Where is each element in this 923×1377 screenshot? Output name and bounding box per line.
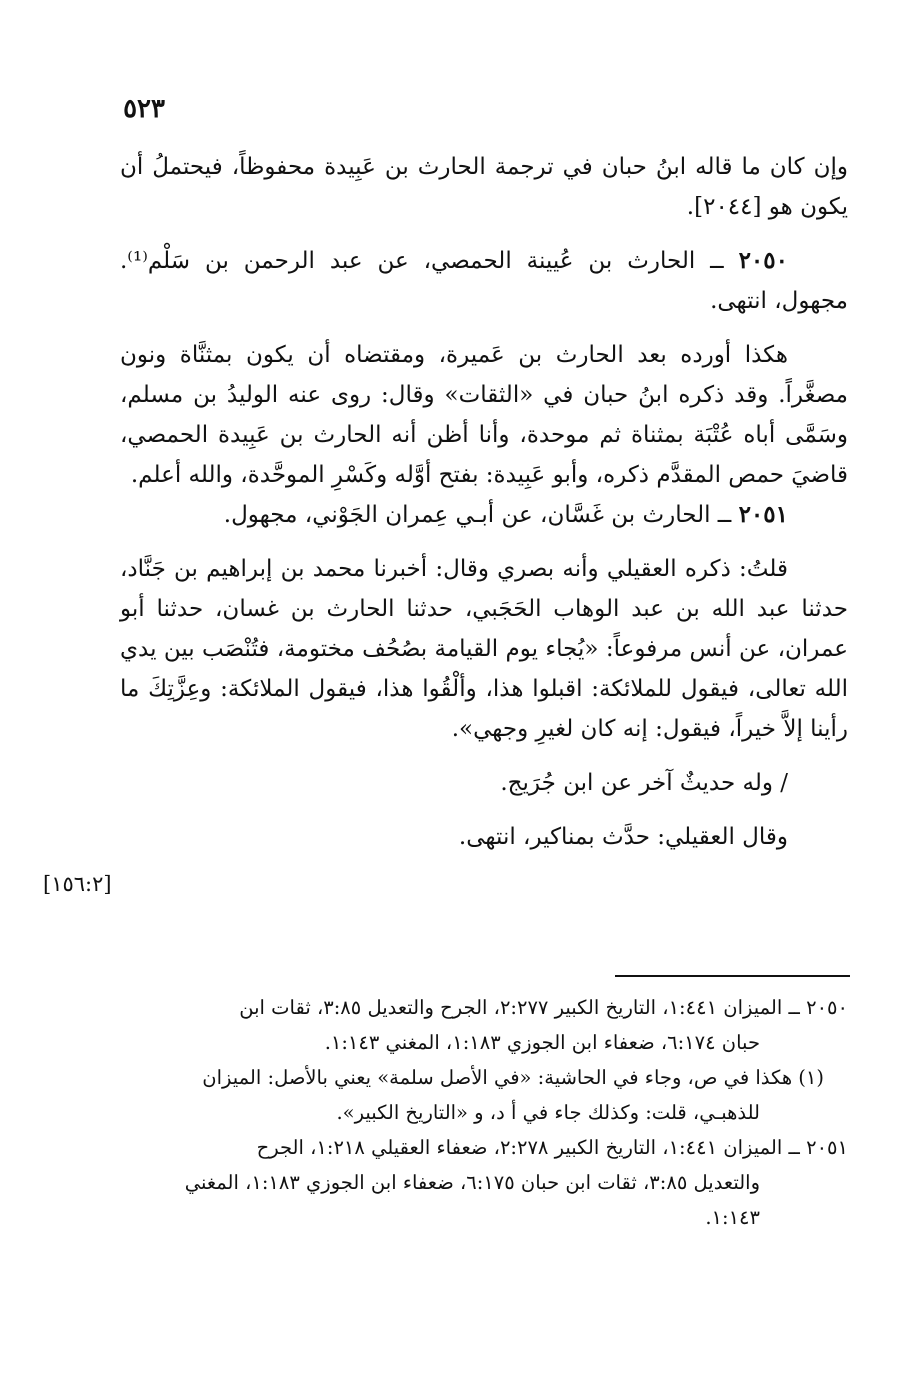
entry-2050-comment: هكذا أورده بعد الحارث بن عَميرة، ومقتضاه أن يكون بمثنَّاة ونون مصغَّراً. وقد ذكره ابنُ حبان في «الثقات» وقال: روى عنه الوليدُ بن مسلم، وسَمَّى أباه عُتْبَة بمثناة ثم موحدة، وأنا أظن أنه الحارث بن عَبِيدة الحمصي، قاضيَ حمص المقدَّم ذكره، وأبو عَبِيدة: بفتح أوَّله وكَسْرِ الموحَّدة، والله أعلم. — [120, 342, 848, 488]
footnote-1-line-1: (١) هكذا في ص، وجاء في الحاشية: «في الأصل سلمة» يعني بالأصل: الميزان — [202, 1066, 824, 1089]
entry-2050 — [120, 241, 848, 321]
entry-2051-comment: قلتُ: ذكره العقيلي وأنه بصري وقال: أخبرنا محمد بن إبراهيم بن جَنَّاد، حدثنا عبد الله بن عبد الوهاب الحَجَبي، حدثنا الحارث بن غسان، حدثنا أبو عمران، عن أنس مرفوعاً: «يُجاء يوم القيامة بصُحُف مختومة، فتُنْصَب بين يدي الله تعالى، فيقول للملائكة: اقبلوا هذا، وألْقُوا هذا، فيقول الملائكة: وعِزَّتِكَ ما رأينا إلاَّ خيراً، فيقول: إنه كان لغيرِ وجهي». — [120, 556, 848, 742]
page-number: ٥٢٣ — [123, 94, 165, 124]
main-text — [120, 147, 848, 857]
another-hadith-line: / وله حديثٌ آخر عن ابن جُرَيج. — [500, 770, 788, 796]
footnote-2051-line-3: ١:١٤٣. — [705, 1206, 760, 1229]
entry-2051-number: ٢٠٥١ — [738, 501, 788, 528]
entry-2050-text: ــ الحارث بن عُيينة الحمصي، عن عبد الرحمن بن سَلْم⁽¹⁾. مجهول، انتهى. — [120, 248, 848, 314]
footnote-2051-line-1: ٢٠٥١ ــ الميزان ١:٤٤١، التاريخ الكبير ٢:٢٧٨، ضعفاء العقيلي ١:٢١٨، الجرح — [256, 1136, 848, 1159]
entry-2050-number: ٢٠٥٠ — [738, 247, 788, 274]
entry-2051 — [120, 495, 848, 535]
continuation-paragraph: وإن كان ما قاله ابنُ حبان في ترجمة الحارث بن عَبِيدة محفوظاً، فيحتملُ أن يكون هو [٢٠٤٤]. — [120, 154, 848, 220]
uqayli-statement: وقال العقيلي: حدَّث بمناكير، انتهى. — [458, 824, 788, 850]
footnote-1-line-2: للذهبـي، قلت: وكذلك جاء في أ د، و «التاريخ الكبير». — [336, 1101, 760, 1124]
footnote-separator — [615, 975, 850, 977]
footnote-2050-line-1: ٢٠٥٠ ــ الميزان ١:٤٤١، التاريخ الكبير ٢:٢٧٧، الجرح والتعديل ٣:٨٥، ثقات ابن — [239, 996, 848, 1019]
footnote-2050-line-2: حبان ٦:١٧٤، ضعفاء ابن الجوزي ١:١٨٣، المغني ١:١٤٣. — [324, 1031, 760, 1054]
footnotes — [120, 990, 848, 1235]
margin-reference: [١٥٦:٢] — [43, 872, 112, 896]
entry-2051-text: ــ الحارث بن غَسَّان، عن أبـي عِمران الجَوْني، مجهول. — [223, 502, 739, 528]
footnote-2051-line-2: والتعديل ٣:٨٥، ثقات ابن حبان ٦:١٧٥، ضعفاء ابن الجوزي ١:١٨٣، المغني — [184, 1171, 760, 1194]
